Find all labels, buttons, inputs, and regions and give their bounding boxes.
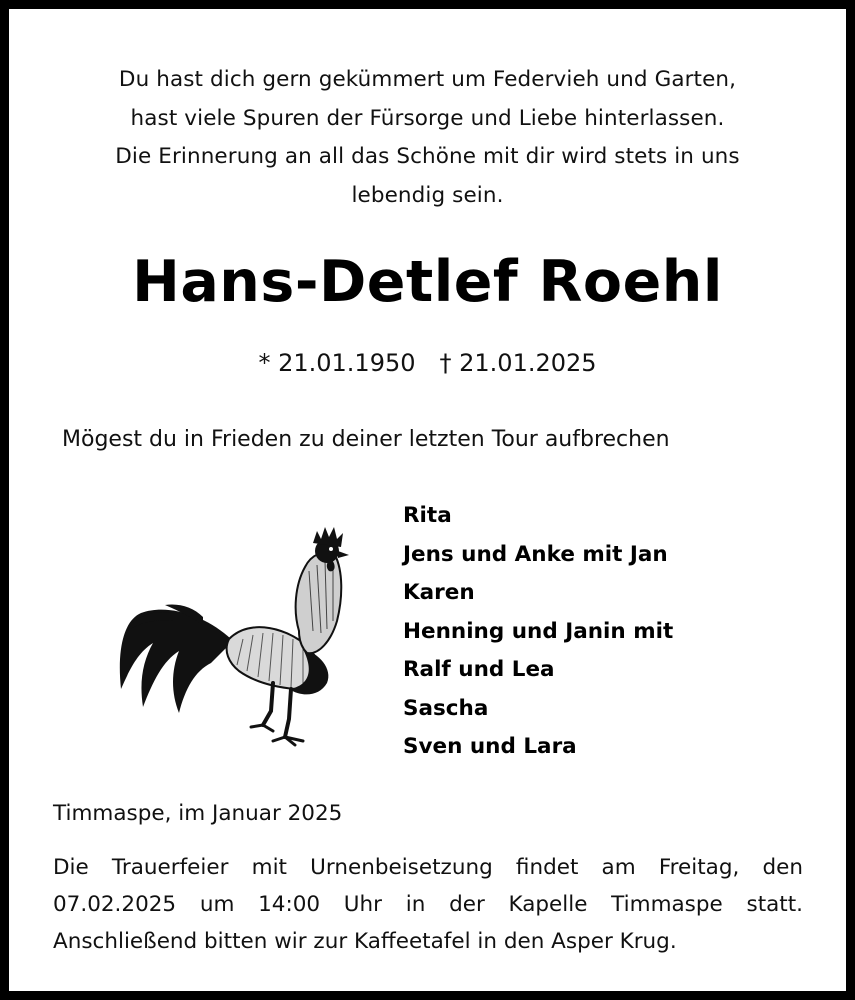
- info-line: Anschließend bitten wir zur Kaffeetafel in den Asper Krug.: [53, 929, 677, 954]
- poem-line: hast viele Spuren der Fürsorge und Liebe hinterlassen.: [130, 105, 725, 131]
- mourners-list: [403, 497, 673, 767]
- mourner-name: Jens und Anke mit Jan: [403, 541, 668, 567]
- death-date: † 21.01.2025: [439, 349, 597, 377]
- mourner-name: Ralf und Lea: [403, 657, 555, 682]
- place-and-date: Timmaspe, im Januar 2025: [53, 801, 343, 826]
- memorial-poem: [9, 61, 846, 215]
- mourner-name: Karen: [403, 580, 475, 605]
- mourner-name: Henning und Janin mit: [403, 618, 674, 644]
- deceased-name: Hans-Detlef Roehl: [132, 249, 723, 315]
- poem-line: lebendig sein.: [351, 182, 504, 208]
- poem-line: Die Erinnerung an all das Schöne mit dir wird stets in uns: [115, 144, 740, 169]
- info-line: Die Trauerfeier mit Urnenbeisetzung findet am Freitag, den: [53, 855, 803, 880]
- farewell-motto: Mögest du in Frieden zu deiner letzten Tour aufbrechen: [62, 427, 670, 452]
- poem-line: Du hast dich gern gekümmert um Federvieh und Garten,: [118, 67, 737, 92]
- info-line: 07.02.2025 um 14:00 Uhr in der Kapelle Timmaspe statt.: [53, 892, 803, 917]
- rooster-illustration: [113, 521, 353, 749]
- mourner-name: Sascha: [403, 695, 489, 721]
- mourner-name: Sven und Lara: [403, 734, 577, 759]
- life-dates: [9, 349, 846, 377]
- mourner-name: Rita: [403, 503, 452, 528]
- birth-date: * 21.01.1950: [258, 349, 416, 377]
- funeral-information: [53, 849, 803, 960]
